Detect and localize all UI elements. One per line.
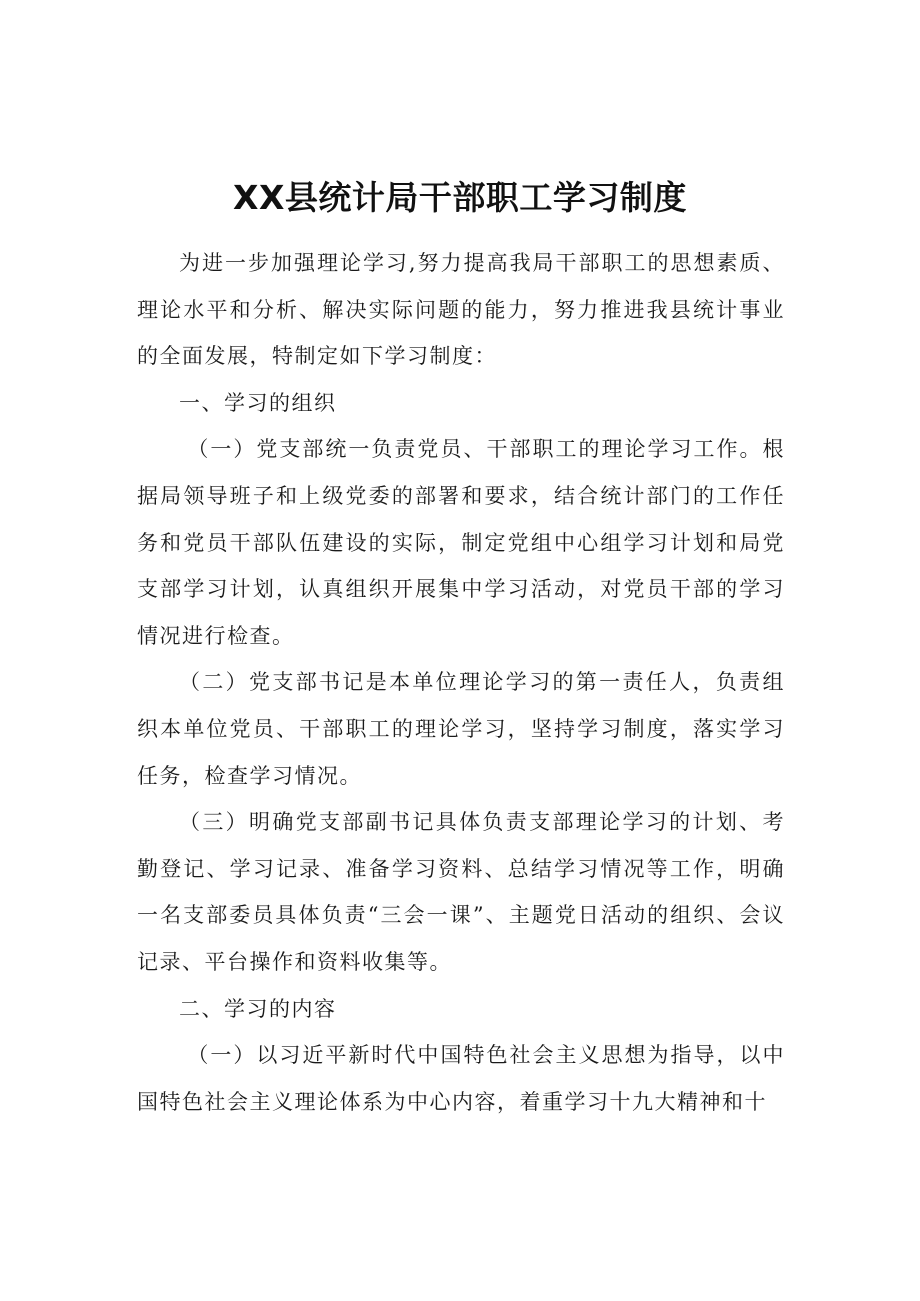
organization-item-1: （一）党支部统一负责党员、干部职工的理论学习工作。根据局领导班子和上级党委的部署和要求，结合统计部门的工作任务和党员干部队伍建设的实际，制定党组中心组学习计划和局党支部学习计划，认真组织开展集中学习活动，对党员干部的学习情况进行检查。 (137, 437, 785, 648)
section-heading-content: 二、学习的内容 (179, 996, 337, 1021)
intro-paragraph: 为进一步加强理论学习,努力提高我局干部职工的思想素质、理论水平和分析、解决实际问题的能力，努力推进我县统计事业的全面发展，特制定如下学习制度： (137, 251, 785, 369)
organization-item-2: （二）党支部书记是本单位理论学习的第一责任人，负责组织本单位党员、干部职工的理论学习，坚持学习制度，落实学习任务，检查学习情况。 (137, 670, 785, 788)
document-body (137, 240, 785, 1125)
content-item-1: （一）以习近平新时代中国特色社会主义思想为指导，以中国特色社会主义理论体系为中心内容，着重学习十九大精神和十 (137, 1043, 785, 1114)
section-heading-organization: 一、学习的组织 (179, 390, 337, 415)
document-title: XX县统计局干部职工学习制度 (233, 178, 687, 217)
organization-item-3: （三）明确党支部副书记具体负责支部理论学习的计划、考勤登记、学习记录、准备学习资料、总结学习情况等工作，明确一名支部委员具体负责“三会一课”、主题党日活动的组织、会议记录、平台操作和资料收集等。 (137, 810, 785, 974)
